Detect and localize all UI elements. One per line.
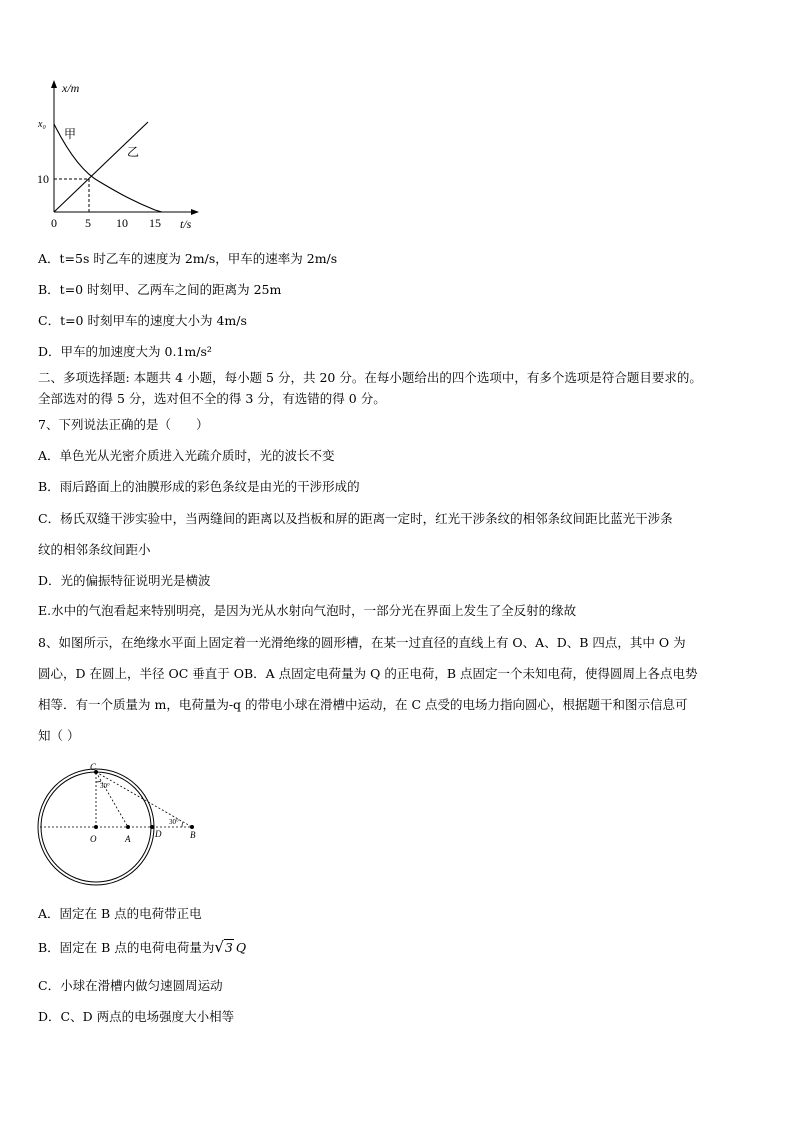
x0-label: x₀ <box>38 119 46 130</box>
point-d <box>150 825 154 829</box>
angle-arc-b <box>182 822 183 827</box>
q8-option-a: A．固定在 B 点的电荷带正电 <box>38 906 202 921</box>
q8-option-d: D．C、D 两点的电场强度大小相等 <box>38 1009 235 1024</box>
q8-stem-line4: 知（ ） <box>38 728 80 743</box>
q8-option-b-prefix: B．固定在 B 点的电荷电荷量为 <box>38 940 215 955</box>
q8-stem-line1: 8、如图所示，在绝缘水平面上固定着一光滑绝缘的圆形槽，在某一过直径的直线上有 O、A、D、B 四点，其中 O 为 <box>38 635 686 650</box>
ca-line <box>96 772 128 827</box>
label-c: C <box>90 762 97 772</box>
q7-option-a: A．单色光从光密介质进入光疏介质时，光的波长不变 <box>38 448 335 463</box>
point-o <box>94 825 98 829</box>
q8-option-b <box>38 938 246 957</box>
label-a: A <box>125 834 131 844</box>
x-axis-arrow <box>191 209 199 215</box>
q7-option-b: B．雨后路面上的油膜形成的彩色条纹是由光的干涉形成的 <box>38 479 360 494</box>
q7-option-c-line2: 纹的相邻条纹间距小 <box>38 542 151 557</box>
q8-option-b-suffix: Q <box>235 940 247 955</box>
section2-line1: 二、多项选择题: 本题共 4 小题，每小题 5 分，共 20 分。在每小题给出的四个选项中，有多个选项是符合题目要求的。 <box>38 370 702 385</box>
q8-stem-line2: 圆心，D 在圆上，半径 OC 垂直于 OB．A 点固定电荷量为 Q 的正电荷，B 点固定一个未知电荷，使得圆周上各点电势 <box>38 666 698 681</box>
sqrt-symbol: √ <box>214 938 224 956</box>
label-angle-top: 30° <box>100 782 110 790</box>
x-tick-5: 5 <box>85 216 91 230</box>
label-b: B <box>190 830 196 840</box>
y-tick-10: 10 <box>37 172 49 186</box>
xt-graph <box>30 76 210 236</box>
x-tick-0: 0 <box>51 216 57 230</box>
label-angle-right: 30° <box>169 818 179 826</box>
label-d: D <box>155 829 162 839</box>
q8-option-b-radicand: 3 <box>224 940 233 955</box>
y-axis-arrow <box>51 80 57 88</box>
point-a <box>126 825 130 829</box>
q8-option-c: C．小球在滑槽内做匀速圆周运动 <box>38 978 223 993</box>
q6-option-d: D．甲车的加速度大为 0.1m/s² <box>38 344 212 359</box>
q7-option-d: D．光的偏振特征说明光是横波 <box>38 573 211 588</box>
jia-label: 甲 <box>64 127 77 141</box>
x-tick-10: 10 <box>116 216 128 230</box>
q8-stem-line3: 相等．有一个质量为 m，电荷量为-q 的带电小球在滑槽中运动，在 C 点受的电场力指向圆心，根据题干和图示信息可 <box>38 697 688 712</box>
circle-groove-diagram <box>32 758 212 890</box>
q7-option-c-line1: C．杨氏双缝干涉实验中，当两缝间的距离以及挡板和屏的距离一定时，红光干涉条纹的相邻条纹间距比蓝光干涉条 <box>38 511 673 526</box>
q7-stem: 7、下列说法正确的是（ ） <box>38 417 209 432</box>
yi-label: 乙 <box>127 145 140 159</box>
q6-option-b: B．t=0 时刻甲、乙两车之间的距离为 25m <box>38 282 282 297</box>
label-o: O <box>90 834 97 844</box>
q6-option-c: C．t=0 时刻甲车的速度大小为 4m/s <box>38 313 247 328</box>
point-b <box>190 825 194 829</box>
x-axis-label: t/s <box>180 217 192 231</box>
q7-option-e: E.水中的气泡看起来特别明亮，是因为光从水射向气泡时，一部分光在界面上发生了全反射的缘故 <box>38 603 577 618</box>
x-tick-15: 15 <box>149 216 161 230</box>
y-axis-label: x/m <box>62 81 80 95</box>
q6-option-a: A．t=5s 时乙车的速度为 2m/s，甲车的速率为 2m/s <box>38 251 338 266</box>
section2-line2: 全部选对的得 5 分，选对但不全的得 3 分，有选错的得 0 分。 <box>38 391 386 406</box>
